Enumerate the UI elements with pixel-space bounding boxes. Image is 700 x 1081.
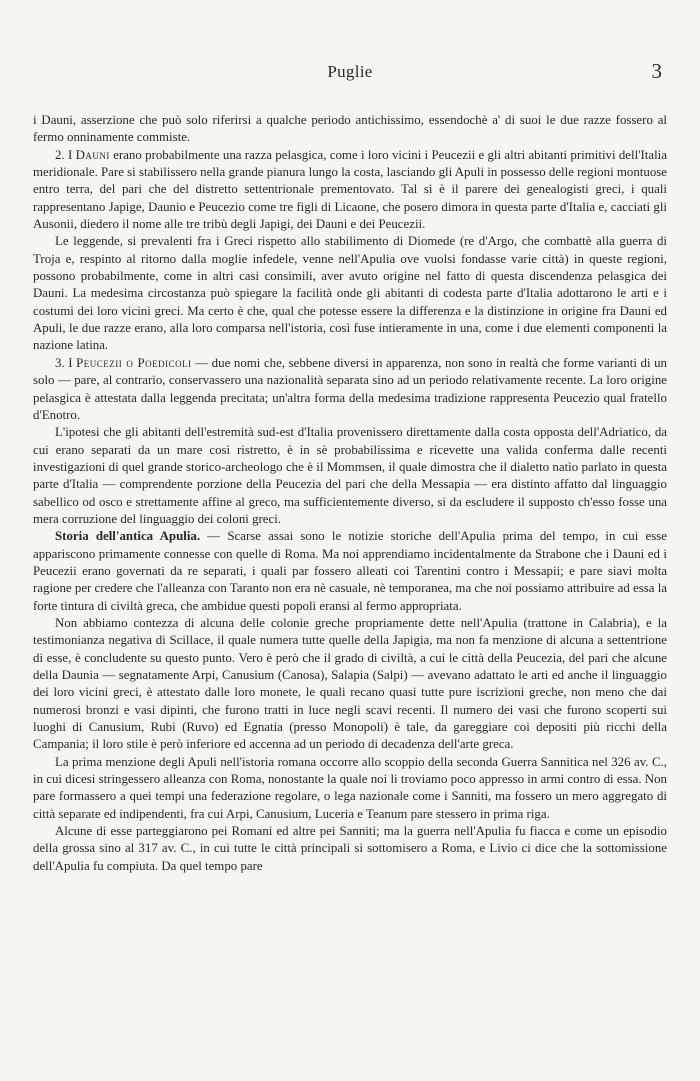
paragraph-number: 3. I <box>55 355 73 370</box>
page-number: 3 <box>651 59 662 83</box>
paragraph: 2. I Dauni erano probabilmente una razza pelasgica, come i loro vicini i Peucezii e gli altri abitanti primitivi dell'Italia meridionale. Pare si stabilissero nella grande pianura lungo la costa, lasciando gli Apuli in possesso delle regioni montuose entro terra, del pari che del distretto settentrionale prementovato. Tal si è il parere dei genealogisti greci, i quali rappresentano Japige, Daunio e Peucezio come tre figli di Licaone, che posero dimora in questa parte d'Italia e, cacciati gli Ausonii, diedero il nome alle tre tribù degli Japigi, dei Dauni e dei Peucezii. <box>33 147 668 232</box>
paragraph: La prima menzione degli Apuli nell'istoria romana occorre allo scoppio della seconda Guerra Sannitica nel 326 av. C., in cui dicesi stringessero alleanza con Roma, nonostante la quale noi li troviamo poco appresso in armi contro di essa. Non pare formassero a quei tempi una federazione regolare, o lega nazionale come i Sanniti, ma fossero un mero aggregato di città separate ed indipendenti, fra cui Arpi, Canusium, Luceria e Teanum pare stessero in prima riga. <box>33 754 667 821</box>
paragraph: L'ipotesi che gli abitanti dell'estremità sud-est d'Italia provenissero direttamente dalla costa opposta dell'Adriatico, da cui erano separati da un mare così ristretto, è in sè probabilissima e ricevette una valida conferma dalle recenti investigazioni di quel grande storico-archeologo che è il Mommsen, il quale dimostra che il dialetto natìo parlato in questa parte d'Italia — comprendente porzione della Peucezia del pari che della Messapia — era distinto affatto dal linguaggio sabellico od osco e strettamente affine al greco, ma sufficientemente diverso, si da escludere il supposto ch'esso fosse una mera corruzione del linguaggio dei coloni greci. <box>33 425 667 526</box>
paragraph: Non abbiamo contezza di alcuna delle colonie greche propriamente dette nell'Apulia (trattone in Calabria), e la testimonianza negativa di Scillace, il quale numera tutte quelle della Japigia, ma non fa menzione di alcuna a settentrione di esse, è concludente su questo punto. Vero è però che il grado di civiltà, a cui le città della Peucezia, del pari che alcune della Daunia — segnatamente Arpi, Canusium (Canosa), Salapia (Salpi) — avevano adattato le arti ed anche il linguaggio dei loro vicini greci, è attestato dalle loro monete, le quali recano quasi tutte pure iscrizioni greche, non meno che dai numerosi bronzi e vasi dipinti, che furono tratti in luce negli scavi recenti. Il numero dei vasi che furono scoperti sui luoghi di Canusium, Rubi (Ruvo) ed Egnatia (presso Monopoli) è tale, da gareggiare coi depositi più ricchi della Campania; il loro stile è però inferiore ed accenna ad un periodo di decadenza dell'arte greca. <box>33 615 667 752</box>
running-title: Puglie <box>327 62 373 81</box>
paragraph: 3. I Peucezii o Poedicoli — due nomi che, sebbene diversi in apparenza, non sono in realtà che forme varianti di un solo — pare, al contrario, conservassero una nazionalità separata sino ad un periodo relativamente recente. La loro origine pelasgica è attestata dalla leggenda precitata; un'altra forma della medesima tradizione rappresenta Peucezio qual fratello d'Enotro. <box>33 355 667 422</box>
section-term: Dauni <box>75 147 110 162</box>
paragraph: Le leggende, si prevalenti fra i Greci rispetto allo stabilimento di Diomede (re d'Argo, che combattè alla guerra di Troja e, respinto al ritorno dalla moglie infedele, venne nell'Apulia ove vuolsi fondasse varie città) in queste regioni, possono probabilmente, come in altri casi consimili, aver avuto origine nel fatto di questa discendenza pelasgica dei Dauni. La medesima circostanza può spiegare la facilità onde gli abitanti di codesta parte d'Italia adottarono le arti e i costumi dei loro vicini greci. Ma certo è che, qual che potesse essere la differenza e la distinzione in origine fra Dauni ed Apuli, le due razze erano, alla loro comparsa nell'istoria, così fuse intieramente in una, come i due elementi componenti la nazione latina. <box>33 234 667 353</box>
body-text <box>33 112 667 875</box>
paragraph: i Dauni, asserzione che può solo riferirsi a qualche periodo antichissimo, essendochè a' di suoi le due razze fossero al fermo onninamente commiste. <box>33 113 667 145</box>
paragraph-number: 2. I <box>55 147 73 162</box>
page-header <box>34 59 666 86</box>
section-heading: Storia dell'antica Apulia. <box>55 529 201 544</box>
paragraph: Storia dell'antica Apulia. — Scarse assai sono le notizie storiche dell'Apulia prima del tempo, in cui esse appariscono primamente connesse con quelle di Roma. Ma noi apprendiamo incidentalmente da Strabone che i Dauni ed i Peucezii erano governati da re separati, i quali par fossero alleati coi Tarentini contro i Messapii; e pare siavi molta ragione per credere che l'alleanza con Taranto non era nè casuale, nè temporanea, ma che noi possiamo attribuire ad essa la forte tintura di civiltà greca, che ambidue questi popoli eransi al fermo appropriata. <box>33 529 667 613</box>
section-term: Peucezii o Poedicoli <box>76 355 192 370</box>
paragraph: Alcune di esse parteggiarono pei Romani ed altre pei Sanniti; ma la guerra nell'Apulia fu fiacca e come un episodio della grossa sino al 317 av. C., in cui tutte le città principali si sottomisero a Roma, e Livio ci dice che la sottomissione dell'Apulia fu compiuta. Da quel tempo pare <box>33 824 667 873</box>
